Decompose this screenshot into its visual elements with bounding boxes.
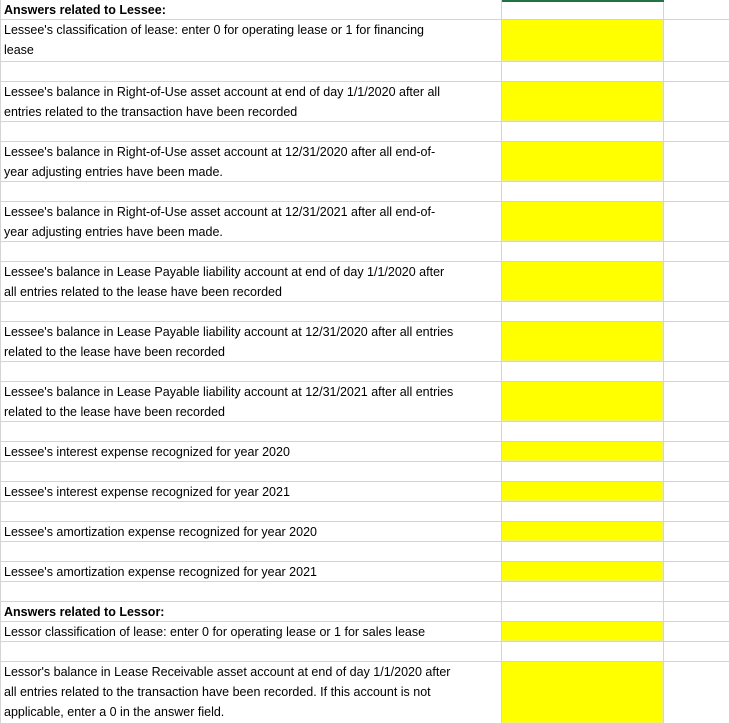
answer-input-cell[interactable] xyxy=(502,522,664,542)
empty-cell[interactable] xyxy=(0,582,502,602)
empty-cell[interactable] xyxy=(664,362,730,382)
question-row xyxy=(0,562,730,582)
empty-cell[interactable] xyxy=(0,182,502,202)
empty-cell[interactable] xyxy=(664,202,730,242)
empty-cell[interactable] xyxy=(664,562,730,582)
question-text: Lessee's balance in Lease Payable liability account at end of day 1/1/2020 after all entries related to the lease have been recorded xyxy=(4,265,445,299)
empty-cell[interactable] xyxy=(664,542,730,562)
question-cell[interactable] xyxy=(0,562,502,582)
answer-input-cell[interactable] xyxy=(502,562,664,582)
spacer-row xyxy=(0,542,730,562)
question-row xyxy=(0,662,730,724)
cell-lessee-header[interactable] xyxy=(0,0,502,20)
spacer-row xyxy=(0,302,730,322)
empty-cell[interactable] xyxy=(502,462,664,482)
spacer-row xyxy=(0,502,730,522)
empty-cell[interactable] xyxy=(0,242,502,262)
answer-input-cell[interactable] xyxy=(502,202,664,242)
answer-input-cell[interactable] xyxy=(502,322,664,362)
question-text: Lessee's amortization expense recognized for year 2021 xyxy=(4,565,317,579)
empty-cell[interactable] xyxy=(664,462,730,482)
empty-cell[interactable] xyxy=(502,182,664,202)
empty-cell[interactable] xyxy=(664,502,730,522)
empty-cell[interactable] xyxy=(0,422,502,442)
empty-cell[interactable] xyxy=(0,542,502,562)
spacer-row xyxy=(0,642,730,662)
question-cell[interactable] xyxy=(0,82,502,122)
question-cell[interactable] xyxy=(0,142,502,182)
empty-cell[interactable] xyxy=(664,422,730,442)
answer-input-cell[interactable] xyxy=(502,482,664,502)
question-text: Lessee's interest expense recognized for year 2021 xyxy=(4,485,290,499)
question-text: Lessee's balance in Right-of-Use asset account at 12/31/2021 after all end-of- year adjusting entries have been made. xyxy=(4,205,436,239)
empty-cell[interactable] xyxy=(664,602,730,622)
empty-cell[interactable] xyxy=(0,642,502,662)
empty-cell[interactable] xyxy=(0,462,502,482)
empty-cell[interactable] xyxy=(502,582,664,602)
answer-input-cell[interactable] xyxy=(502,662,664,724)
cell-b-header[interactable] xyxy=(502,0,664,20)
empty-cell[interactable] xyxy=(664,482,730,502)
question-row xyxy=(0,442,730,462)
cell-c-header[interactable] xyxy=(664,0,730,20)
question-cell[interactable] xyxy=(0,262,502,302)
question-cell[interactable] xyxy=(0,382,502,422)
active-cell-indicator xyxy=(502,0,664,2)
answer-input-cell[interactable] xyxy=(502,442,664,462)
empty-cell[interactable] xyxy=(664,122,730,142)
spacer-row xyxy=(0,462,730,482)
lessor-header-text: Answers related to Lessor: xyxy=(4,605,165,619)
empty-cell[interactable] xyxy=(664,442,730,462)
row-lessee-header xyxy=(0,0,730,20)
empty-cell[interactable] xyxy=(664,662,730,724)
spacer-row xyxy=(0,122,730,142)
empty-cell[interactable] xyxy=(0,362,502,382)
question-cell[interactable] xyxy=(0,442,502,462)
empty-cell[interactable] xyxy=(664,382,730,422)
question-text: Lessee's balance in Lease Payable liability account at 12/31/2020 after all entries related to the lease have been recorded xyxy=(4,325,454,359)
question-text: Lessor classification of lease: enter 0 for operating lease or 1 for sales lease xyxy=(4,625,426,639)
empty-cell[interactable] xyxy=(502,502,664,522)
spacer-row xyxy=(0,182,730,202)
spacer-row xyxy=(0,582,730,602)
question-text: Lessee's balance in Right-of-Use asset account at 12/31/2020 after all end-of- year adjusting entries have been made. xyxy=(4,145,436,179)
empty-cell[interactable] xyxy=(0,122,502,142)
empty-cell[interactable] xyxy=(664,82,730,122)
question-row xyxy=(0,382,730,422)
question-text: Lessee's classification of lease: enter 0 for operating lease or 1 for financing lease xyxy=(4,23,424,57)
empty-cell[interactable] xyxy=(664,182,730,202)
question-row xyxy=(0,82,730,122)
question-row xyxy=(0,142,730,182)
empty-cell[interactable] xyxy=(502,242,664,262)
question-text: Lessee's balance in Lease Payable liability account at 12/31/2021 after all entries related to the lease have been recorded xyxy=(4,385,454,419)
question-cell[interactable] xyxy=(0,322,502,362)
empty-cell[interactable] xyxy=(502,642,664,662)
empty-cell[interactable] xyxy=(0,62,502,82)
empty-cell[interactable] xyxy=(502,302,664,322)
question-cell[interactable] xyxy=(0,202,502,242)
spacer-row xyxy=(0,362,730,382)
question-text: Lessor's balance in Lease Receivable asset account at end of day 1/1/2020 after all entries related to the transaction have been recorded. If this account is not applicable, enter a 0 in the answer field. xyxy=(4,665,451,719)
spacer-row xyxy=(0,62,730,82)
question-row xyxy=(0,202,730,242)
answer-input-cell[interactable] xyxy=(502,622,664,642)
empty-cell[interactable] xyxy=(502,542,664,562)
question-cell[interactable] xyxy=(0,482,502,502)
question-cell[interactable] xyxy=(0,622,502,642)
empty-cell[interactable] xyxy=(502,62,664,82)
answer-input-cell[interactable] xyxy=(502,20,664,62)
empty-cell[interactable] xyxy=(502,122,664,142)
empty-cell[interactable] xyxy=(664,642,730,662)
answer-input-cell[interactable] xyxy=(502,382,664,422)
answer-input-cell[interactable] xyxy=(502,142,664,182)
question-text: Lessee's amortization expense recognized for year 2020 xyxy=(4,525,317,539)
empty-cell[interactable] xyxy=(664,242,730,262)
empty-cell[interactable] xyxy=(664,62,730,82)
row-lessor-header xyxy=(0,602,730,622)
empty-cell[interactable] xyxy=(502,362,664,382)
empty-cell[interactable] xyxy=(664,522,730,542)
empty-cell[interactable] xyxy=(664,20,730,62)
question-row xyxy=(0,20,730,62)
empty-cell[interactable] xyxy=(502,422,664,442)
empty-cell[interactable] xyxy=(664,142,730,182)
empty-cell[interactable] xyxy=(664,582,730,602)
answer-input-cell[interactable] xyxy=(502,262,664,302)
question-row xyxy=(0,262,730,302)
question-cell[interactable] xyxy=(0,20,502,62)
empty-cell[interactable] xyxy=(0,302,502,322)
question-row xyxy=(0,522,730,542)
lessee-header-text: Answers related to Lessee: xyxy=(4,3,166,17)
empty-cell[interactable] xyxy=(664,322,730,362)
empty-cell[interactable] xyxy=(664,262,730,302)
spacer-row xyxy=(0,422,730,442)
question-text: Lessee's interest expense recognized for year 2020 xyxy=(4,445,290,459)
question-row xyxy=(0,622,730,642)
question-cell[interactable] xyxy=(0,662,502,724)
answer-input-cell[interactable] xyxy=(502,82,664,122)
empty-cell[interactable] xyxy=(502,602,664,622)
empty-cell[interactable] xyxy=(664,302,730,322)
question-text: Lessee's balance in Right-of-Use asset account at end of day 1/1/2020 after all entries related to the transaction have been recorded xyxy=(4,85,440,119)
question-row xyxy=(0,322,730,362)
empty-cell[interactable] xyxy=(664,622,730,642)
empty-cell[interactable] xyxy=(0,502,502,522)
question-row xyxy=(0,482,730,502)
spacer-row xyxy=(0,242,730,262)
cell-lessor-header[interactable] xyxy=(0,602,502,622)
question-cell[interactable] xyxy=(0,522,502,542)
